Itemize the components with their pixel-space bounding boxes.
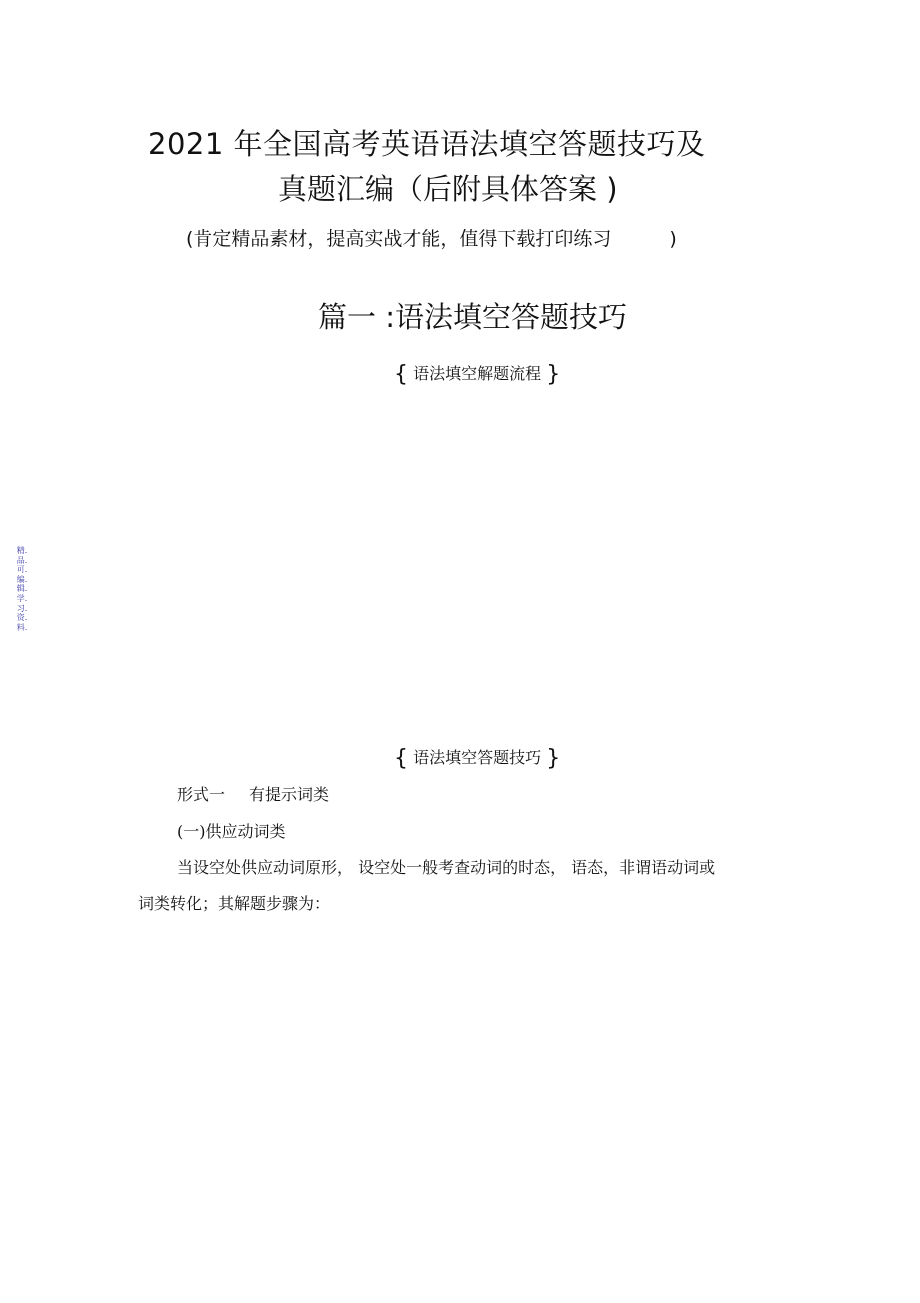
section-heading-tips [394,746,560,771]
subsection-heading: (一)供应动词类 [177,822,286,841]
close-brace: } [546,746,561,771]
part-heading: 篇一 :语法填空答题技巧 [318,300,627,334]
paragraph-line-1: 当设空处供应动词原形， 设空处一般考查动词的时态， 语态，非谓语动词或 [177,858,716,877]
open-brace: { [394,362,408,387]
open-brace: { [394,746,408,771]
paragraph-line-2: 词类转化；其解题步骤为： [138,894,331,913]
section-heading-flow [394,362,560,387]
close-brace: } [546,362,561,387]
form-text: 有提示词类 [249,785,330,804]
section-heading-text: 语法填空解题流程 [413,364,542,383]
form-label: 形式一 [177,785,226,804]
document-title-line-2: 真题汇编（后附具体答案 ) [278,172,618,206]
side-watermark-note: 精.品.可.编.辑.学.习.资.料. [16,546,28,632]
subtitle-text: (肯定精品素材，提高实战才能，值得下载打印练习 [186,228,612,250]
document-title-line-1: 2021 年全国高考英语语法填空答题技巧及 [148,127,706,161]
form-heading [177,784,329,806]
subtitle-close-paren: ) [669,228,677,250]
section-heading-text: 语法填空答题技巧 [413,748,542,767]
document-subtitle [186,226,677,252]
